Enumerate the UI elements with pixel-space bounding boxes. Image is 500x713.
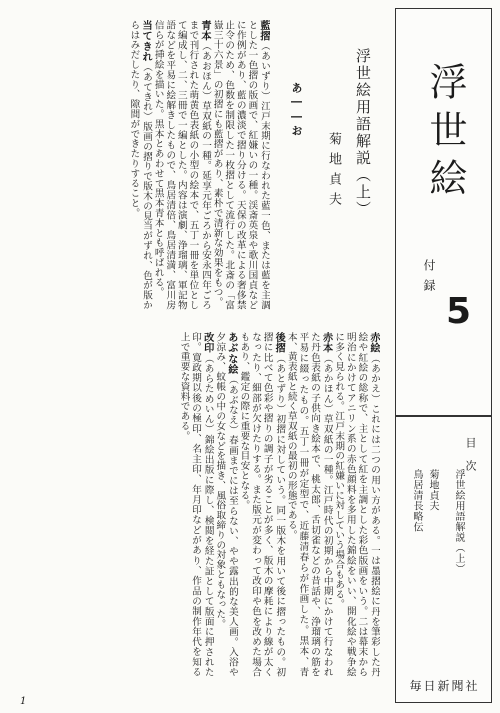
entry-text: 初摺に対していう。同一版木を用いて後に摺ったもの。初摺に比べて色彩や摺りの調子が劣ることが多く、版木の摩耗により線が太くなったり、細部が欠けたりする。また版元が変わって改印や色を改めた場合もあり、鑑定の際に重要な目安となる。 [238,332,286,677]
divider [396,415,491,417]
entry-reading: （あらためいん） [202,353,214,435]
entry-term: 赤本 [320,332,333,354]
toc-heading: 目次 [464,437,477,483]
page-number: 1 [20,696,27,707]
entry-text: 草双紙の一種。延享元年ごろから安永四年ごろまで刊行された萌黄色表紙の小型の絵本で、五丁一冊を単位として編成し、二、三冊で一編とした。内容は演劇、浄瑠璃、軍記物語などを平易に絵解きしたもので、鳥居清倍、鳥居清満、富川房信らが挿絵を描いた。黒本とあわせて黒本青本とも呼ばれる。 [152,20,212,310]
entry-text: これには二つの用い方がある。一は墨摺絵に丹を筆彩した丹絵や紅絵の総称で、主として紅を主調とした彩色版画をいう。二は幕末から明治にかけてアニリン系の赤色顔料を多用した錦絵をいい、開化絵や戦争絵に多く見られる。江戸末期の紅嫌いに対していう場合もある。 [333,332,380,677]
cover-panel [395,8,492,703]
entry-reading: （あぶなえ） [226,374,238,436]
article-page [12,12,380,707]
entry-akahon [285,332,332,677]
entry-akae [333,332,380,677]
toc-list [406,469,466,669]
entry-reading: （あいずり） [259,41,270,101]
entry-aratamein [178,332,214,677]
entry-text: 草双紙の一種。江戸時代の初期から中期にかけて行なわれた丹色表紙の子供向き絵本で、桃太郎、舌切雀などの昔話や、浄瑠璃の筋を平易に綴ったもの。五丁一冊が定型で、近藤清春らが作画した。黒本、青本、黄表紙と続く草双紙の最初の形態である。 [285,332,333,677]
entry-text: 春画までには至らない、やや露出的な美人画。入浴や夕涼み、蚊帳の中の女などを描き、風俗取締りの対象ともなった。 [214,332,238,677]
entry-reading: （あかえ） [369,353,380,405]
entry-term: 赤絵 [368,332,380,354]
entry-reading: （あかほん） [321,353,333,415]
issue-number: 5 [446,291,472,332]
entry-reading: （あとずり） [274,353,286,415]
entry-reading: （あてきれ） [141,62,153,122]
entry-term: 改印 [201,332,214,354]
entry-text: 錦絵出版に際し、検閲を経た証として版面に押された印。寛政期以後の極印、名主印、年月印などがあり、作品の制作年代を知る上で重要な資料である。 [178,332,214,677]
article-column-upper [20,20,270,310]
entry-term: 藍摺 [258,20,270,42]
entry-term: あぶな絵 [225,332,238,375]
article-author: 菊地貞夫 [326,132,341,212]
entry-aizuri [211,20,270,310]
entry-text: 江戸末期に行なわれた藍一色、または藍を主調とした一色摺の版画で、紅嫌いの一種。渓斎英泉や歌川国貞などに作例があり、藍の濃淡で摺り分ける。天保の改革による奢侈禁止令のため、色数を制限した一枚摺として流行した。北斎の「富嶽三十六景」の初摺にも藍摺があり、素朴で清新な効果をもつ。 [211,20,270,310]
entry-atekire [128,20,152,310]
article-title: 浮世絵用語解説（上） [354,48,372,218]
entry-aohon [152,20,211,310]
entry-term: 後摺 [273,332,286,354]
entry-term: 当てきれ [140,20,153,63]
article-column-lower [20,332,380,677]
toc-item: 浮世絵用語解説（上） [453,469,464,574]
entry-text: 版画の摺りで版木の見当がずれ、色が版からはみだしたり、隙間ができたりすること。 [128,20,153,310]
entry-atozuri [238,332,285,677]
toc-item: 菊地貞夫 [427,469,438,511]
section-heading: あ――お [290,82,303,138]
entry-term: 青本 [199,20,212,42]
cover-title: 浮世絵 [423,62,467,206]
toc-item: 鳥居清長略伝 [411,469,422,532]
publisher-name: 毎日新聞社 [409,679,480,693]
supplement-label: 付録 [422,259,436,299]
entry-abunae [214,332,238,677]
entry-reading: （あおほん） [200,41,212,101]
